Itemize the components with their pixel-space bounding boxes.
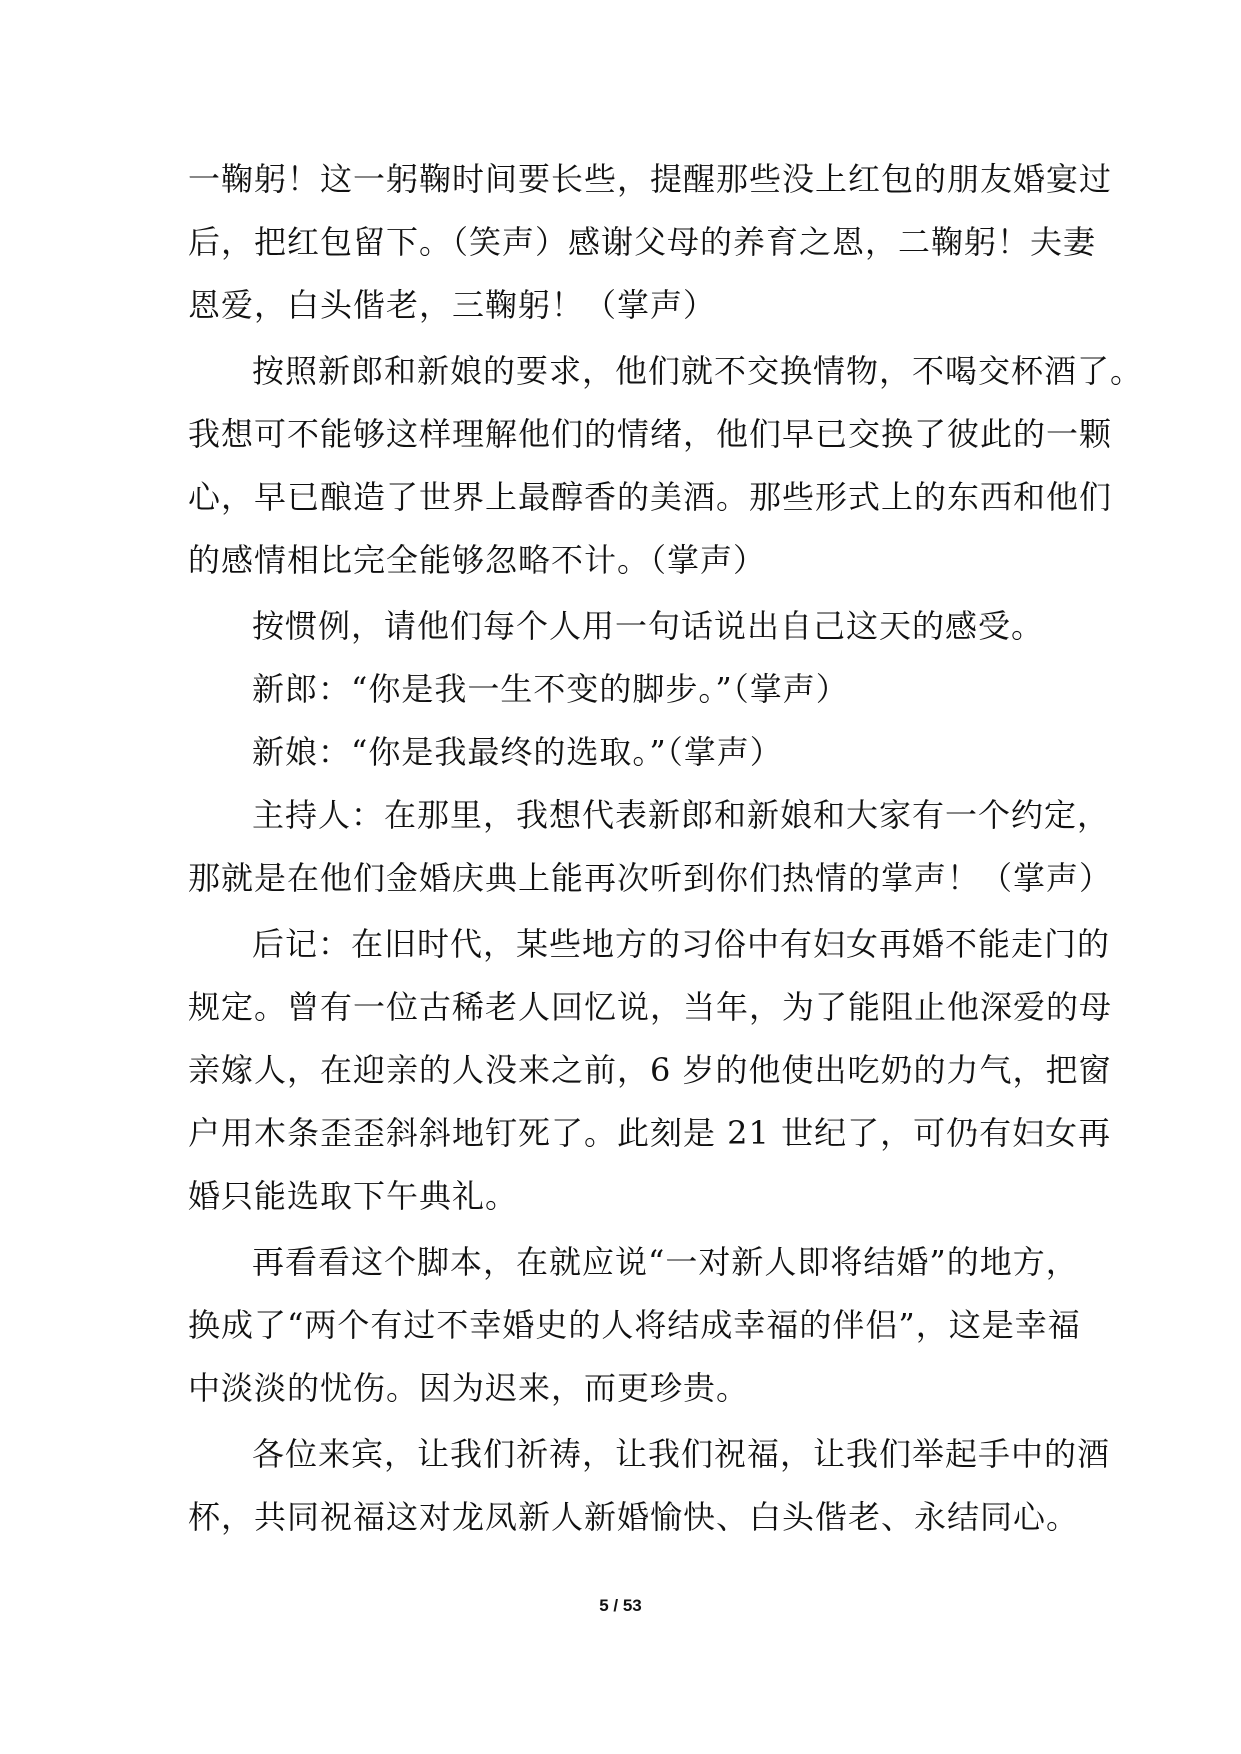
text-line: 后记：在旧时代，某些地方的习俗中有妇女再婚不能走门的 [252,925,1111,963]
paragraph-8 [188,1243,1081,1407]
text-line: 主持人：在那里，我想代表新郎和新娘和大家有一个约定， [252,796,1111,834]
text-line: 婚只能选取下午典礼。 [188,1177,519,1215]
text-line: 新郎：“你是我一生不变的脚步。”（掌声） [252,670,849,708]
text-line: 中淡淡的忧伤。因为迟来，而更珍贵。 [188,1369,750,1407]
text-line: 再看看这个脚本，在就应说“一对新人即将结婚”的地方， [252,1243,1079,1281]
paragraph-9 [188,1435,1111,1536]
document-body [188,160,1144,1536]
paragraph-7 [188,925,1113,1215]
text-line: 按惯例，请他们每个人用一句话说出自己这天的感受。 [252,607,1045,645]
text-line: 新娘：“你是我最终的选取。”（掌声） [252,733,783,771]
text-line: 规定。曾有一位古稀老人回忆说，当年，为了能阻止他深爱的母 [188,988,1113,1026]
text-line: 杯，共同祝福这对龙凤新人新婚愉快、白头偕老、永结同心。 [188,1498,1080,1536]
paragraph-6 [188,796,1113,897]
paragraph-1 [188,160,1113,324]
paragraph-2 [188,352,1144,579]
text-line: 户用木条歪歪斜斜地钉死了。此刻是 21 世纪了，可仍有妇女再 [188,1114,1112,1152]
text-line: 我想可不能够这样理解他们的情绪，他们早已交换了彼此的一颗 [188,415,1113,453]
paragraph-4 [188,670,1060,708]
text-line: 各位来宾，让我们祈祷，让我们祝福，让我们举起手中的酒 [252,1435,1111,1473]
text-line: 那就是在他们金婚庆典上能再次听到你们热情的掌声！（掌声） [188,859,1113,897]
text-line: 恩爱，白头偕老，三鞠躬！（掌声） [188,286,717,324]
page-number: 5 / 53 [599,1596,642,1615]
paragraph-5 [188,733,1060,771]
text-line: 的感情相比完全能够忽略不计。（掌声） [188,541,767,579]
text-line: 后，把红包留下。（笑声）感谢父母的养育之恩，二鞠躬！夫妻 [188,223,1097,261]
text-line: 心，早已酿造了世界上最醇香的美酒。那些形式上的东西和他们 [188,478,1113,516]
text-line: 换成了“两个有过不幸婚史的人将结成幸福的伴侣”，这是幸福 [188,1306,1081,1344]
paragraph-3 [188,607,1060,645]
text-line: 按照新郎和新娘的要求，他们就不交换情物，不喝交杯酒了。 [252,352,1144,390]
text-line: 一鞠躬！这一躬鞠时间要长些，提醒那些没上红包的朋友婚宴过 [188,160,1113,198]
text-line: 亲嫁人，在迎亲的人没来之前，6 岁的他使出吃奶的力气，把窗 [188,1051,1112,1089]
